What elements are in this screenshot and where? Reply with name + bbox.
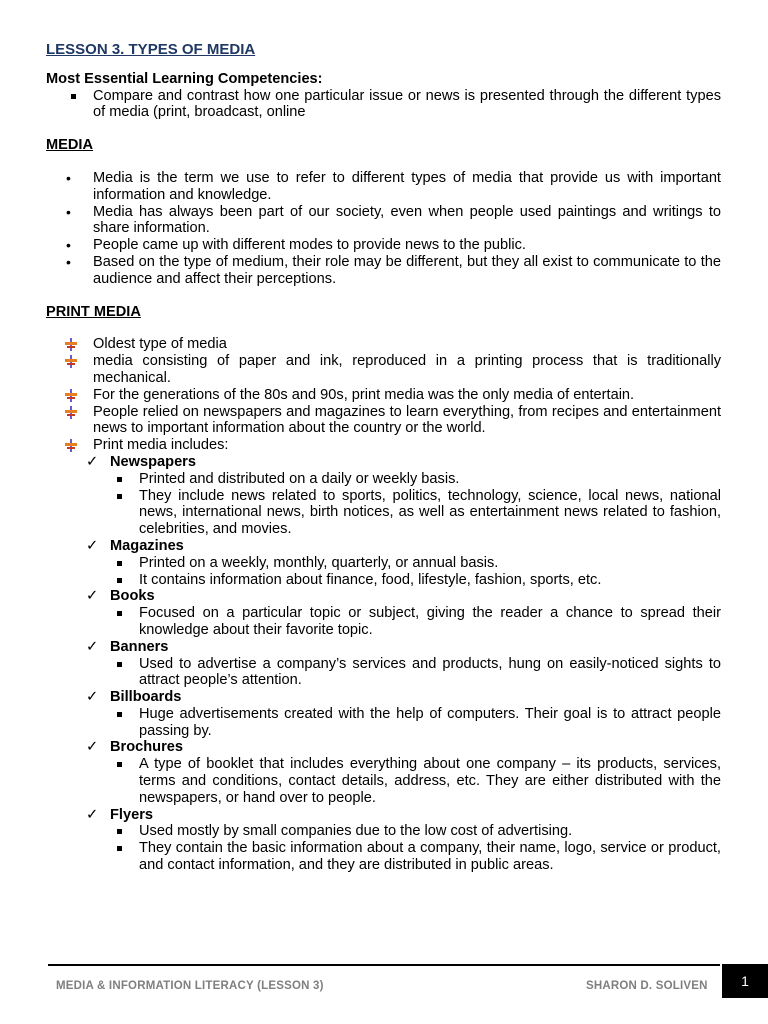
print-media-list [46,336,721,454]
footer-divider [48,964,720,966]
page-number: 1 [722,964,768,998]
square-bullet-icon [117,578,122,583]
list-item: For the generations of the 80s and 90s, print media was the only media of entertain. [46,387,721,404]
media-type-name: Brochures [110,739,183,756]
lesson-title: LESSON 3. TYPES OF MEDIA [46,41,256,58]
checkmark-icon: ✓ [86,689,99,706]
media-type-name: Magazines [110,537,184,554]
melc-list [46,88,721,122]
square-bullet-icon [71,94,76,99]
square-bullet-icon [117,494,122,499]
checkmark-icon: ✓ [86,537,99,554]
media-type-item [46,538,721,555]
checkmark-icon: ✓ [86,638,99,655]
media-type-item [46,689,721,706]
list-item: • Based on the type of medium, their role may be different, but they all exist to communicate to the audience and affect their perceptions. [66,253,721,287]
media-type-item [46,807,721,824]
checkmark-icon: ✓ [86,806,99,823]
media-type-detail: They include news related to sports, politics, technology, science, local news, national news, international news, birth notices, as well as entertainment news related to fashion, celebrities, and movies. [46,488,721,538]
footer-author: SHARON D. SOLIVEN [586,980,708,992]
list-item: • People came up with different modes to provide news to the public. [66,237,526,254]
list-item: • Media is the term we use to refer to different types of media that provide us with important information and knowledge. [66,169,721,203]
square-bullet-icon [117,829,122,834]
media-type-detail: Huge advertisements created with the help of computers. Their goal is to attract people passing by. [46,706,721,740]
list-item: Compare and contrast how one particular issue or news is presented through the different types of media (print, broadcast, online [46,88,721,122]
melc-title: Most Essential Learning Competencies: [46,70,323,87]
square-bullet-icon [117,762,122,767]
checkmark-icon: ✓ [86,588,99,605]
media-type-name: Newspapers [110,453,196,470]
pushpin-icon [64,439,78,452]
media-heading: MEDIA [46,137,94,154]
pushpin-icon [64,338,78,351]
bullet-icon: • [66,237,71,254]
document-page [46,42,721,874]
square-bullet-icon [117,477,122,482]
media-type-item [46,739,721,756]
square-bullet-icon [117,611,122,616]
bullet-icon: • [66,169,71,186]
square-bullet-icon [117,662,122,667]
print-media-heading: PRINT MEDIA [46,303,141,320]
media-type-detail: Printed on a weekly, monthly, quarterly, or annual basis. [46,555,721,572]
square-bullet-icon [117,846,122,851]
pushpin-icon [64,355,78,368]
media-list [46,170,721,288]
pushpin-icon [64,389,78,402]
media-type-detail: A type of booklet that includes everything about one company – its products, services, terms and conditions, contact details, address, etc. They are either distributed with the newspapers, or hand over to people. [46,756,721,806]
list-item: Oldest type of media [46,336,721,353]
square-bullet-icon [117,712,122,717]
print-media-types-list [46,454,721,874]
checkmark-icon: ✓ [86,739,99,756]
bullet-icon: • [66,203,71,220]
media-type-detail: Used mostly by small companies due to the low cost of advertising. [46,823,721,840]
media-type-item [46,588,721,605]
media-type-name: Banners [110,638,169,655]
media-type-item [46,639,721,656]
media-type-detail: They contain the basic information about a company, their name, logo, service or product, and contact information, and they are distributed in public areas. [46,840,721,874]
bullet-icon: • [66,253,71,270]
media-type-name: Billboards [110,689,182,706]
media-type-name: Books [110,588,155,605]
footer-course-title: MEDIA & INFORMATION LITERACY (LESSON 3) [56,980,324,992]
media-type-detail: It contains information about finance, food, lifestyle, fashion, sports, etc. [46,572,721,589]
media-type-item [46,454,721,471]
media-type-name: Flyers [110,806,153,823]
list-item: Print media includes: [46,437,721,454]
square-bullet-icon [117,561,122,566]
list-item: • Media has always been part of our society, even when people used paintings and writings to share information. [66,203,721,237]
media-type-detail: Focused on a particular topic or subject, giving the reader a chance to spread their knowledge about their favorite topic. [46,605,721,639]
checkmark-icon: ✓ [86,453,99,470]
media-type-detail: Used to advertise a company’s services and products, hung on easily-noticed sights to attract people’s attention. [46,656,721,690]
pushpin-icon [64,406,78,419]
list-item: People relied on newspapers and magazines to learn everything, from recipes and entertainment news to important information about the country or the world. [46,404,721,438]
list-item: media consisting of paper and ink, reproduced in a printing process that is traditionally mechanical. [46,353,721,387]
media-type-detail: Printed and distributed on a daily or weekly basis. [46,471,721,488]
